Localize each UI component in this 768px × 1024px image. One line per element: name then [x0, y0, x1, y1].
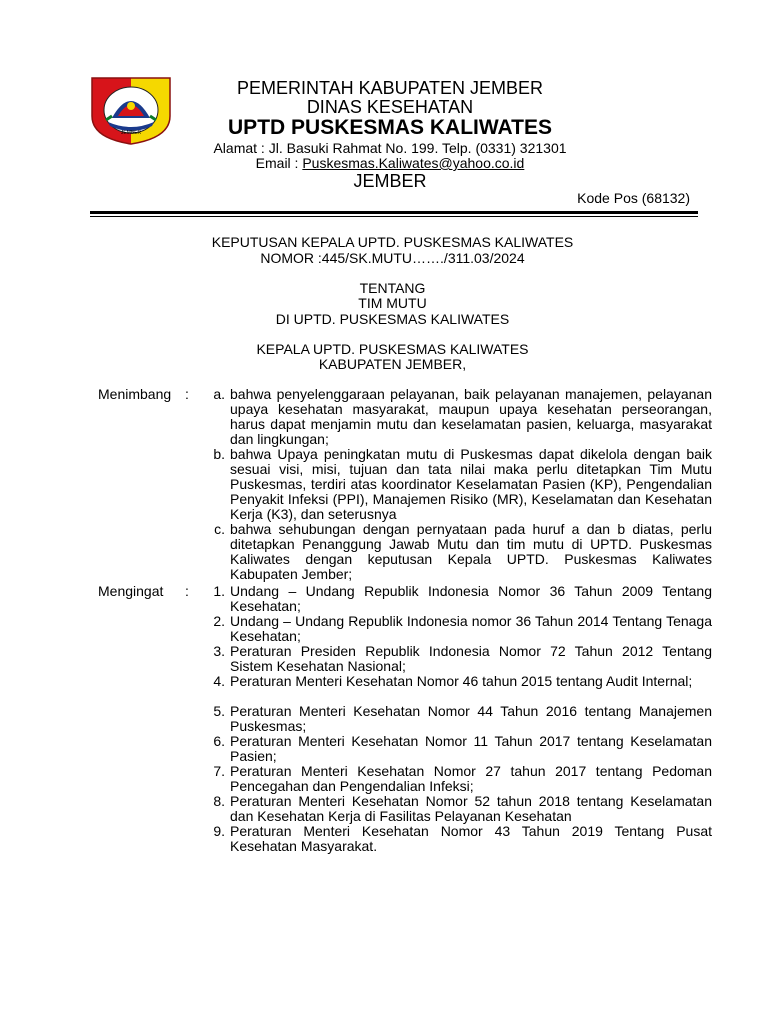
- decree-number: NOMOR :445/SK.MUTU……./311.03/2024: [260, 250, 525, 266]
- mengingat-item: Peraturan Presiden Republik Indonesia Nomor 72 Tahun 2012 Tentang Sistem Kesehatan Nasional;: [230, 643, 712, 674]
- decree-title: KEPUTUSAN KEPALA UPTD. PUSKESMAS KALIWATES: [211, 234, 574, 250]
- menimbang-item: bahwa sehubungan dengan pernyataan pada huruf a dan b diatas, perlu ditetapkan Penanggung Jawab Mutu dan tim mutu di UPTD. Puskesmas Kaliwates dengan keputusan Kepala UPTD. Puskesmas Kaliwates Kabupaten Jember;: [230, 521, 712, 582]
- institution-name: UPTD PUSKESMAS KALIWATES: [228, 116, 552, 139]
- mengingat-item: Undang – Undang Republik Indonesia Nomor 36 Tahun 2009 Tentang Kesehatan;: [230, 583, 712, 614]
- mengingat-marker: 8.: [213, 793, 225, 809]
- decree-issuer: KEPALA UPTD. PUSKESMAS KALIWATES: [256, 341, 529, 357]
- mengingat-marker: 9.: [213, 823, 225, 839]
- email-link[interactable]: Puskesmas.Kaliwates@yahoo.co.id: [302, 155, 525, 171]
- menimbang-item: bahwa penyelenggaraan pelayanan, baik pelayanan manajemen, pelayanan upaya kesehatan masyarakat, maupun upaya kesehatan perseorangan, harus dapat menjamin mutu dan keselamatan pasien, keluarga, masyarakat dan lingkungan;: [230, 386, 712, 447]
- mengingat-marker: 7.: [213, 763, 225, 779]
- mengingat-item: Undang – Undang Republik Indonesia nomor 36 Tahun 2014 Tentang Tenaga Kesehatan;: [230, 613, 712, 644]
- menimbang-colon: :: [185, 386, 189, 402]
- city: JEMBER: [353, 171, 427, 191]
- mengingat-marker: 4.: [213, 673, 225, 689]
- mengingat-item: Peraturan Menteri Kesehatan Nomor 44 Tahun 2016 tentang Manajemen Puskesmas;: [230, 703, 712, 734]
- mengingat-item: Peraturan Menteri Kesehatan Nomor 43 Tahun 2019 Tentang Pusat Kesehatan Masyarakat.: [230, 823, 712, 854]
- mengingat-item: Peraturan Menteri Kesehatan Nomor 11 Tahun 2017 tentang Keselamatan Pasien;: [230, 733, 712, 764]
- menimbang-marker: c.: [214, 521, 225, 537]
- menimbang-marker: b.: [213, 446, 225, 462]
- mengingat-marker: 6.: [213, 733, 225, 749]
- email-label: Email :: [255, 155, 303, 171]
- mengingat-marker: 2.: [213, 613, 225, 629]
- menimbang-label: Menimbang: [98, 386, 172, 402]
- email-line: [200, 155, 580, 171]
- decree-subject-location: DI UPTD. PUSKESMAS KALIWATES: [275, 311, 510, 327]
- mengingat-colon: :: [185, 583, 189, 599]
- decree-issuer-region: KABUPATEN JEMBER,: [318, 356, 467, 372]
- mengingat-marker: 3.: [213, 643, 225, 659]
- letterhead-divider: [90, 211, 698, 214]
- address: Alamat : Jl. Basuki Rahmat No. 199. Telp. (0331) 321301: [213, 140, 567, 156]
- agency-name: DINAS KESEHATAN: [306, 97, 474, 117]
- letterhead-divider-thin: [90, 216, 698, 217]
- mengingat-marker: 5.: [213, 703, 225, 719]
- logo-lettering: JEMBER: [120, 130, 142, 136]
- mengingat-item: Peraturan Menteri Kesehatan Nomor 52 tahun 2018 tentang Keselamatan dan Kesehatan Kerja di Fasilitas Pelayanan Kesehatan: [230, 793, 712, 824]
- menimbang-marker: a.: [213, 386, 225, 402]
- jember-regency-logo: [90, 76, 172, 146]
- mengingat-item: Peraturan Menteri Kesehatan Nomor 46 tahun 2015 tentang Audit Internal;: [230, 673, 693, 689]
- decree-subject: TIM MUTU: [358, 295, 427, 311]
- mengingat-item: Peraturan Menteri Kesehatan Nomor 27 tahun 2017 tentang Pedoman Pencegahan dan Pengendalian Infeksi;: [230, 763, 712, 794]
- mengingat-marker: 1.: [213, 583, 225, 599]
- postal-code: Kode Pos (68132): [577, 190, 690, 206]
- decree-about: TENTANG: [359, 280, 426, 296]
- government-name: PEMERINTAH KABUPATEN JEMBER: [236, 78, 544, 98]
- menimbang-item: bahwa Upaya peningkatan mutu di Puskesmas dapat dikelola dengan baik sesuai visi, misi, tujuan dan tata nilai maka perlu ditetapkan Tim Mutu Puskesmas, terdiri atas koordinator Keselamatan Pasien (KP), Pengendalian Penyakit Infeksi (PPI), Manajemen Risiko (MR), Keselamatan dan Kesehatan Kerja (K3), dan seterusnya: [230, 446, 712, 522]
- mengingat-label: Mengingat: [98, 583, 164, 599]
